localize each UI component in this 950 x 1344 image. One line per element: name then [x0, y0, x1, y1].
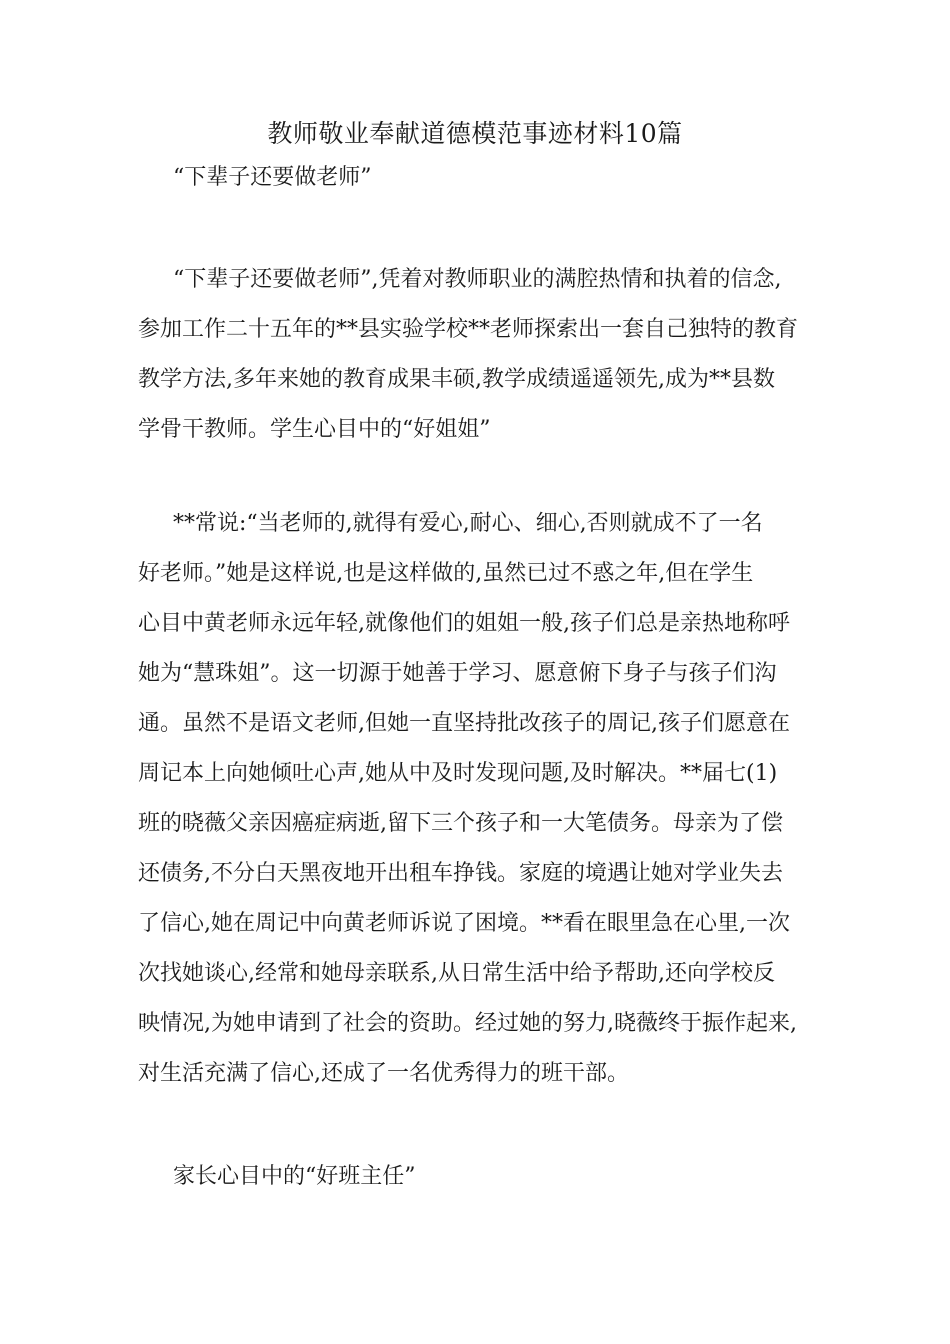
paragraph-line: 对生活充满了信心,还成了一名优秀得力的班干部。 — [138, 1061, 629, 1086]
section-heading-1: “下辈子还要做老师” — [173, 165, 372, 190]
paragraph-line: **常说:“当老师的,就得有爱心,耐心、细心,否则就成不了一名 — [173, 511, 763, 536]
paragraph-line: “下辈子还要做老师”,凭着对教师职业的满腔热情和执着的信念, — [173, 267, 782, 292]
document-title: 教师敬业奉献道德模范事迹材料10篇 — [267, 119, 683, 148]
paragraph-line: 了信心,她在周记中向黄老师诉说了困境。**看在眼里急在心里,一次 — [138, 911, 790, 936]
paragraph-line: 周记本上向她倾吐心声,她从中及时发现问题,及时解决。**届七(1) — [138, 761, 778, 786]
paragraph-line: 好老师。”她是这样说,也是这样做的,虽然已过不惑之年,但在学生 — [138, 561, 754, 586]
paragraph-line: 学骨干教师。学生心目中的“好姐姐” — [138, 417, 491, 442]
paragraph-line: 教学方法,多年来她的教育成果丰硕,教学成绩遥遥领先,成为**县数 — [138, 367, 775, 392]
section-heading-2: 家长心目中的“好班主任” — [173, 1164, 416, 1189]
paragraph-line: 还债务,不分白天黑夜地开出租车挣钱。家庭的境遇让她对学业失去 — [138, 861, 783, 886]
paragraph-line: 映情况,为她申请到了社会的资助。经过她的努力,晓薇终于振作起来, — [138, 1011, 797, 1036]
paragraph-line: 参加工作二十五年的**县实验学校**老师探索出一套自己独特的教育 — [138, 317, 799, 342]
paragraph-line: 次找她谈心,经常和她母亲联系,从日常生活中给予帮助,还向学校反 — [138, 961, 775, 986]
paragraph-line: 班的晓薇父亲因癌症病逝,留下三个孩子和一大笔债务。母亲为了偿 — [138, 811, 783, 836]
paragraph-1 — [138, 255, 828, 455]
paragraph-line: 心目中黄老师永远年轻,就像他们的姐姐一般,孩子们总是亲热地称呼 — [138, 611, 790, 636]
paragraph-line: 她为“慧珠姐”。这一切源于她善于学习、愿意俯下身子与孩子们沟 — [138, 661, 777, 686]
paragraph-line: 通。虽然不是语文老师,但她一直坚持批改孩子的周记,孩子们愿意在 — [138, 711, 790, 736]
paragraph-2 — [138, 499, 828, 1099]
